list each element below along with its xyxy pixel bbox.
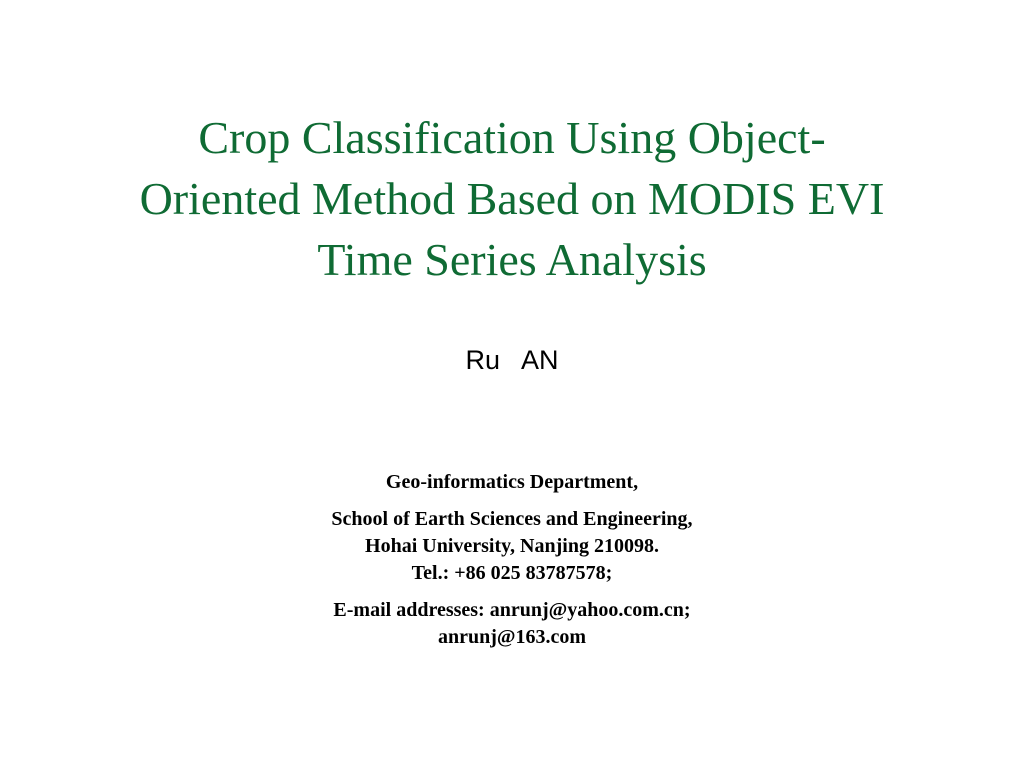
title-line-2: Oriented Method Based on MODIS EVI — [139, 172, 885, 224]
title-line-3: Time Series Analysis — [317, 233, 707, 285]
slide-title — [40, 107, 984, 290]
email-line: E-mail addresses: anrunj@yahoo.com.cn; — [333, 599, 691, 621]
department-line: Geo-informatics Department, — [385, 471, 639, 493]
author-affiliation — [0, 469, 1024, 651]
email-secondary-line: anrunj@163.com — [437, 626, 587, 648]
telephone-line: Tel.: +86 025 83787578; — [411, 562, 613, 584]
university-line: Hohai University, Nanjing 210098. — [365, 535, 659, 557]
author-name: Ru AN — [465, 345, 559, 375]
school-line: School of Earth Sciences and Engineering, — [331, 508, 693, 530]
title-line-1: Crop Classification Using Object- — [198, 111, 826, 163]
